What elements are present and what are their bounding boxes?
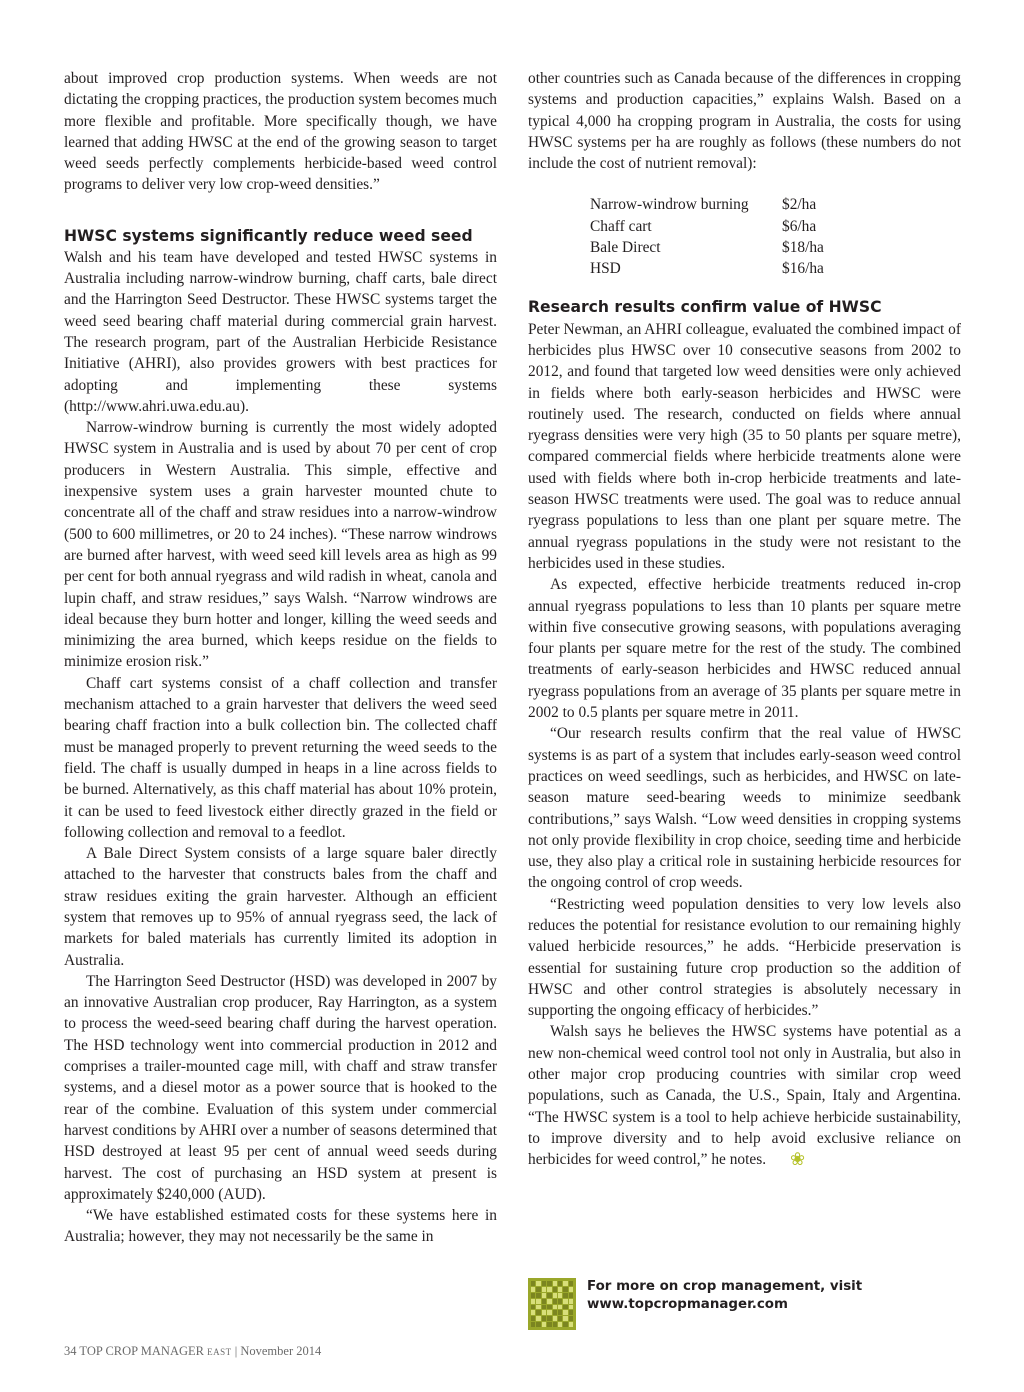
body-paragraph: Chaff cart systems consist of a chaff collection and transfer mechanism attached to a grain harvester that delivers the weed seed bearing chaff fraction into a bulk collection bin. The collected chaff must be managed properly to prevent returning the weed seeds to the field. The chaff is usually dumped in heaps in a line across fields to be burned. Alternatively, as this chaff material has about 10% protein, it can be used to feed livestock either directly grazed in the field or following collection and removal to a feedlot. [64, 674, 497, 841]
cost-value: $6/ha [782, 217, 817, 235]
body-paragraph: As expected, effective herbicide treatments reduced in-crop annual ryegrass populations to less than 10 plants per square metre within five consecutive growing seasons, with populations averaging four plants per square metre for the rest of the study. The combined treatments of early-season herbicides and HWSC reduced annual ryegrass populations from an average of 35 plants per square metre in 2002 to 0.5 plants per square metre in 2011. [528, 576, 961, 722]
section-heading: Research results confirm value of HWSC [528, 297, 882, 316]
issue-date: November 2014 [240, 1344, 322, 1358]
intro-paragraph: other countries such as Canada because of the differences in cropping systems and production capacities,” explains Walsh. Based on a typical 4,000 ha cropping program in Australia, the costs for using HWSC systems per ha are roughly as follows (these numbers do not include the cost of nutrient removal): [528, 70, 961, 173]
cost-method: Narrow-windrow burning [590, 196, 749, 214]
cost-method: Bale Direct [590, 239, 661, 257]
promo-box [528, 1278, 968, 1330]
section-heading: HWSC systems significantly reduce weed seed [64, 226, 473, 245]
body-paragraph: “Restricting weed population densities to very low levels also reduces the potential for resistance evolution to our remaining highly valued herbicide resources,” he adds. “Herbicide preservation is essential for sustaining future crop production so the addition of HWSC and other control strategies is absolutely necessary in supporting the ongoing efficacy of herbicides.” [528, 895, 961, 1020]
maple-leaf-icon: ❀ [790, 1149, 806, 1170]
cost-value: $16/ha [782, 260, 824, 278]
body-paragraph: “Our research results confirm that the real value of HWSC systems is as part of a system that includes early-season weed control practices on weed seedlings, such as herbicides, and HWSC on late-season mature seed-bearing weeds to minimize seedbank contributions,” says Walsh. “Low weed densities in cropping systems not only provide flexibility in crop choice, seeding time and herbicide use, they also play a critical role in sustaining herbicide resources for the ongoing control of crop weeds. [528, 725, 961, 892]
intro-paragraph: about improved crop production systems. When weeds are not dictating the cropping practices, the production system becomes much more flexible and profitable. More specifically though, we have learned that adding HWSC at the end of the growing season to target weed seeds perfectly complements herbicide-based weed control programs to deliver very low crop-weed densities.” [64, 70, 497, 194]
cost-row [590, 194, 824, 215]
left-column [64, 68, 497, 1248]
cost-table [590, 194, 824, 279]
promo-link[interactable]: www.topcropmanager.com [587, 1296, 788, 1312]
cost-row [590, 237, 824, 258]
cost-value: $18/ha [782, 239, 824, 257]
cost-value: $2/ha [782, 196, 817, 214]
body-paragraph: A Bale Direct System consists of a large square baler directly attached to the harvester that constructs bales from the chaff and straw residues exiting the grain harvester. Although an efficient system that removes up to 95% of annual ryegrass seed, the lack of markets for baled materials has currently limited its adoption in Australia. [64, 845, 497, 969]
body-paragraph: Peter Newman, an AHRI colleague, evaluated the combined impact of herbicides plus HWSC over 10 consecutive seasons from 2002 to 2012, and found that targeted low weed densities were only achieved in fields where both early-season herbicides and HWSC were routinely used. The research, conducted on fields where annual ryegrass densities were very high (35 to 50 plants per square metre), compared commercial fields where herbicide treatments alone were used with fields where both in-crop herbicide treatments and late-season HWSC treatments were used. The goal was to reduce annual ryegrass populations to less than one plant per square metre. The annual ryegrass populations in the study were not resistant to the herbicides used in these studies. [528, 320, 961, 572]
body-paragraph: Walsh and his team have developed and tested HWSC systems in Australia including narrow-windrow burning, chaff carts, bale direct and the Harrington Seed Destructor. These HWSC systems target the weed seed bearing chaff material during commercial grain harvest. The research program, part of the Australian Herbicide Resistance Initiative (AHRI), also provides growers with best practices for adopting and implementing these systems (http://www.ahri.uwa.edu.au). [64, 248, 497, 415]
right-column [528, 68, 961, 1171]
body-paragraph: Narrow-windrow burning is currently the most widely adopted HWSC system in Australia and is used by about 70 per cent of crop producers in Western Australia. This simple, effective and inexpensive system uses a grain harvester mounted chute to concentrate all of the chaff and straw residues into a narrow-windrow (500 to 600 millimetres, or 20 to 24 inches). “These narrow windrows are burned after harvest, with weed seed kill levels area as high as 99 per cent for both annual ryegrass and wild radish in wheat, canola and lupin chaff, and straw residues,” says Walsh. “Narrow windrows are ideal because they burn hotter and longer, killing the weed seeds and minimizing the area burned, which keeps residue on the fields to minimize erosion risk.” [64, 419, 497, 671]
body-paragraph: The Harrington Seed Destructor (HSD) was developed in 2007 by an innovative Australian crop producer, Ray Harrington, as a system to process the weed-seed bearing chaff during the harvest operation. The HSD technology went into commercial production in 2012 and comprises a trailer-mounted cage mill, with chaff and straw transfer systems, and a diesel motor as a power source that is hooked to the rear of the combine. Evaluation of this system under commercial harvest conditions by AHRI over a number of seasons determined that HSD destroyed at least 95 per cent of annual weed seeds during harvest. The cost of purchasing an HSD system at present is approximately $240,000 (AUD). [64, 972, 497, 1203]
promo-line: For more on crop management, visit [587, 1279, 863, 1294]
page-footer [64, 1344, 321, 1359]
publication-name: TOP CROP MANAGER [79, 1344, 204, 1358]
promo-text [587, 1278, 967, 1313]
cost-row [590, 216, 824, 237]
last-paragraph-text: Walsh says he believes the HWSC systems have potential as a new non-chemical weed control tool not only in Australia, but also in other major crop producing countries with similar crop weed populations, such as Canada, the U.S., Spain, Italy and Argentina. “The HWSC system is a tool to help achieve herbicide sustainability, to improve diversity and to help avoid exclusive reliance on herbicides for weed control,” he notes. [528, 1023, 961, 1169]
body-paragraph: “We have established estimated costs for these systems here in Australia; however, they may not necessarily be the same in [64, 1207, 497, 1246]
footer-separator: | [234, 1344, 238, 1358]
page-number: 34 [64, 1344, 77, 1358]
cost-method: HSD [590, 260, 621, 278]
cost-method: Chaff cart [590, 217, 652, 235]
last-paragraph [528, 1021, 961, 1170]
cost-row [590, 258, 824, 279]
qr-code-icon[interactable] [528, 1278, 576, 1330]
publication-edition: EAST [207, 1347, 232, 1357]
